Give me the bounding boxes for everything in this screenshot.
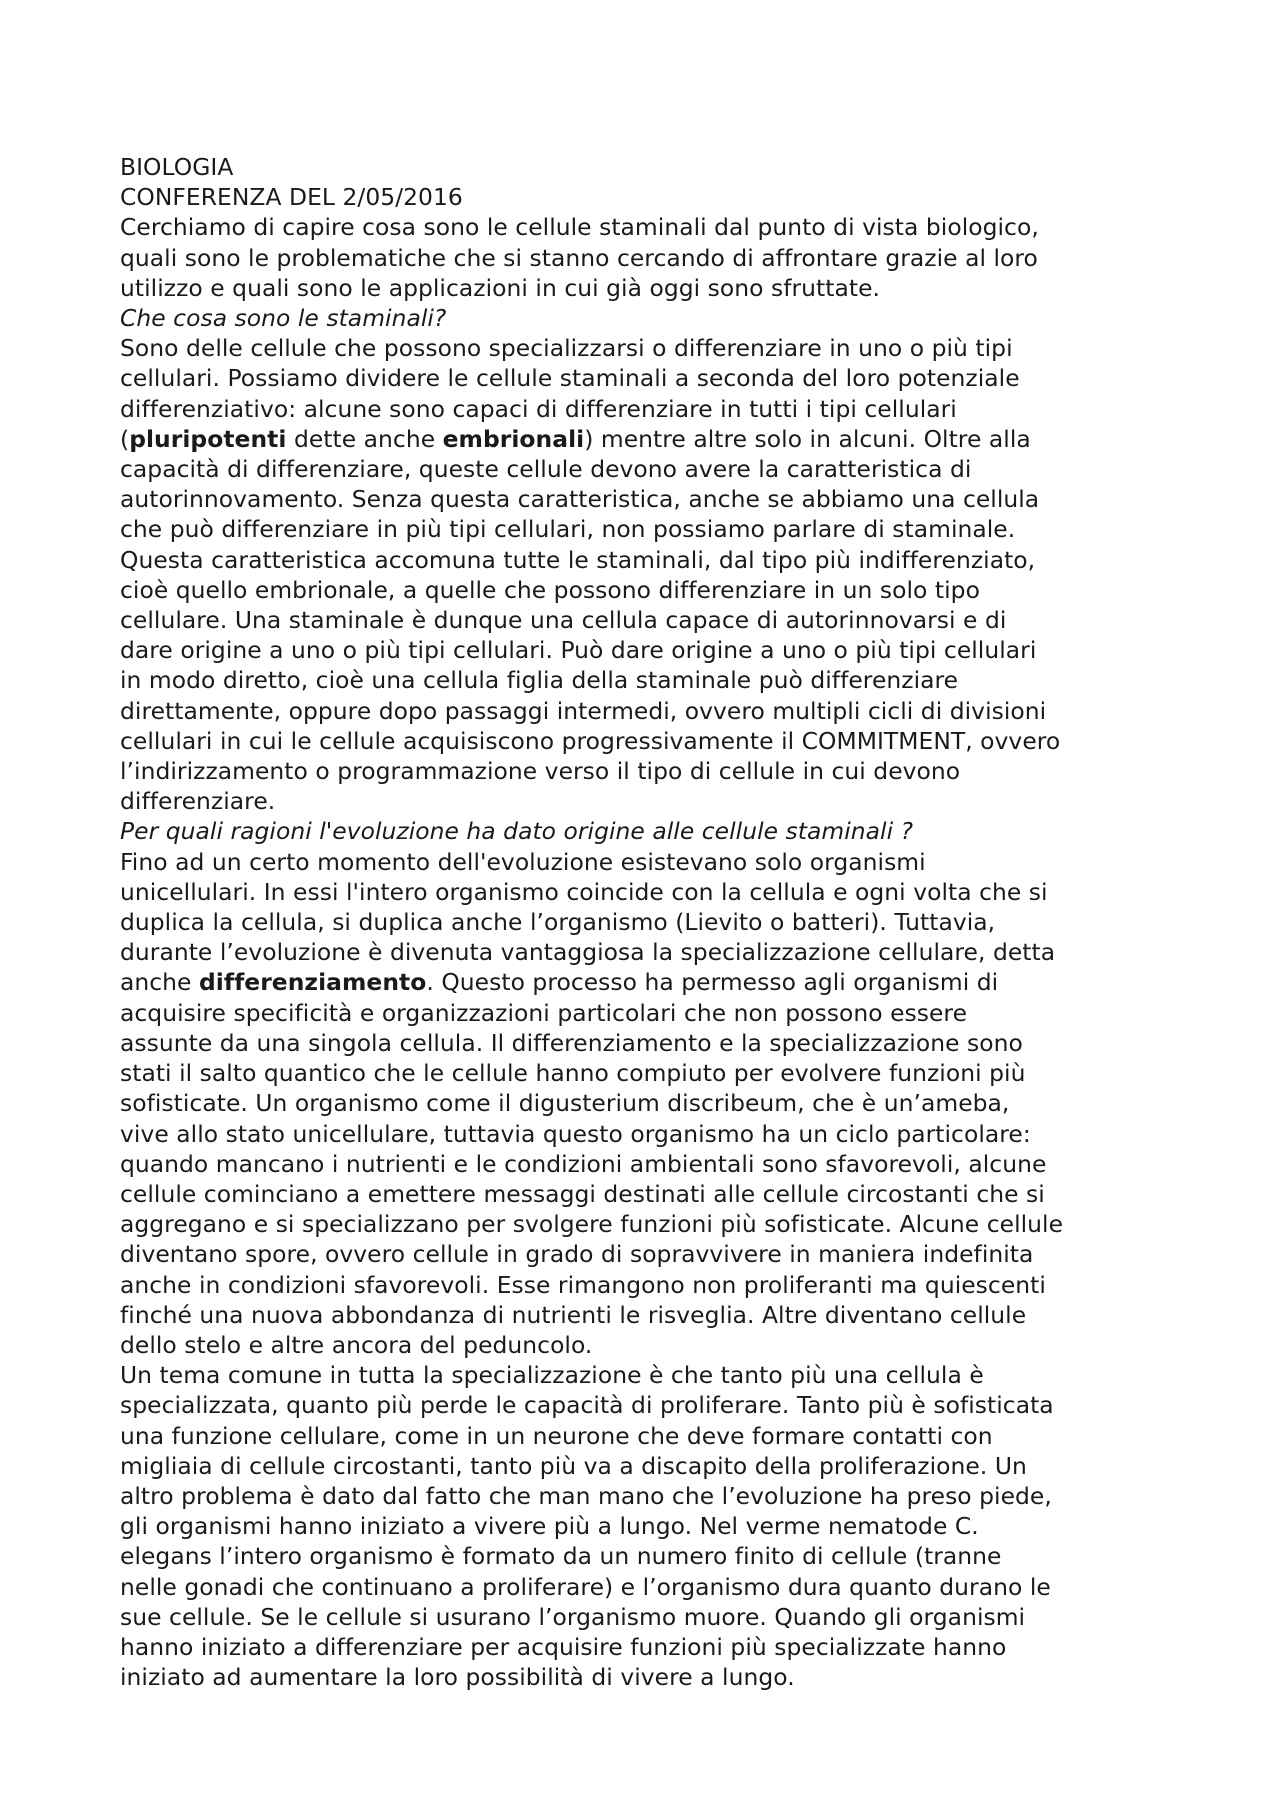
paragraph-line: elegans l’intero organismo è formato da un numero finito di cellule (tranne [120,1542,1002,1571]
answer-line: Questa caratteristica accomuna tutte le staminali, dal tipo più indifferenziato, [120,545,1036,574]
paragraph-line: altro problema è dato dal fatto che man mano che l’evoluzione ha preso piede, [120,1481,1052,1510]
answer-line: Fino ad un certo momento dell'evoluzione esistevano solo organismi [120,847,926,876]
paragraph-line: specializzata, quanto più perde le capacità di proliferare. Tanto più è sofisticata [120,1391,1054,1420]
paragraph-line: hanno iniziato a differenziare per acquisire funzioni più specializzate hanno [120,1632,1007,1661]
answer-line: durante l’evoluzione è divenuta vantaggiosa la specializzazione cellulare, detta [120,938,1056,967]
answer-line: direttamente, oppure dopo passaggi intermedi, ovvero multipli cicli di divisioni [120,696,1047,725]
answer-line: Sono delle cellule che possono specializzarsi o differenziare in uno o più tipi [120,334,1013,363]
paragraph-3 [120,1360,1180,1692]
answer-line: anche in condizioni sfavorevoli. Esse rimangono non proliferanti ma quiescenti [120,1270,1046,1299]
answer-line: autorinnovamento. Senza questa caratteristica, anche se abbiamo una cellula [120,485,1040,514]
answer-line: cellule cominciano a emettere messaggi destinati alle cellule circostanti che si [120,1179,1045,1208]
answer-line: duplica la cellula, si duplica anche l’organismo (Lievito o batteri). Tuttavia, [120,908,996,937]
answer-line: dello stelo e altre ancora del peduncolo. [120,1330,593,1359]
paragraph-line: sue cellule. Se le cellule si usurano l’organismo muore. Quando gli organismi [120,1602,1026,1631]
document-event-title: CONFERENZA DEL 2/05/2016 [120,183,463,212]
document-subject: BIOLOGIA [120,153,234,181]
answer-line: cellulari in cui le cellule acquisiscono progressivamente il COMMITMENT, ovvero [120,726,1061,755]
text-fragment: dette anche [286,424,443,453]
answer-line: finché una nuova abbondanza di nutrienti le risveglia. Altre diventano cellule [120,1300,1027,1329]
answer-line: cellulare. Una staminale è dunque una cellula capace di autorinnovarsi e di [120,606,1007,635]
intro-line: quali sono le problematiche che si stanno cercando di affrontare grazie al loro [120,243,1038,272]
paragraph-line: migliaia di cellule circostanti, tanto più va a discapito della proliferazione. Un [120,1451,1027,1480]
intro-paragraph [120,212,1180,303]
answer-line: differenziativo: alcune sono capaci di differenziare in tutti i tipi cellulari [120,394,957,423]
answer-line [120,424,1180,454]
document-page [120,152,1180,1692]
answer-paragraph-2 [120,847,1180,1360]
paragraph-line: Un tema comune in tutta la specializzazione è che tanto più una cellula è [120,1361,984,1390]
text-fragment: anche [120,968,199,997]
answer-line: acquisire specificità e organizzazioni particolari che non possono essere [120,998,968,1027]
paragraph-line: iniziato ad aumentare la loro possibilità di vivere a lungo. [120,1663,795,1692]
answer-line: differenziare. [120,787,276,816]
text-fragment: ) mentre altre solo in alcuni. Oltre alla [584,424,1031,453]
answer-line: sofisticate. Un organismo come il digusterium discribeum, che è un’ameba, [120,1089,1010,1118]
answer-line: cellulari. Possiamo dividere le cellule staminali a seconda del loro potenziale [120,364,1020,393]
answer-line: capacità di differenziare, queste cellule devono avere la caratteristica di [120,455,972,484]
answer-line: vive allo stato unicellulare, tuttavia questo organismo ha un ciclo particolare: [120,1119,1031,1148]
question-heading-1: Che cosa sono le staminali? [120,304,447,333]
answer-line: l’indirizzamento o programmazione verso il tipo di cellule in cui devono [120,757,961,786]
intro-line: utilizzo e quali sono le applicazioni in cui già oggi sono sfruttate. [120,273,881,302]
question-heading-2: Per quali ragioni l'evoluzione ha dato origine alle cellule staminali ? [120,817,914,846]
answer-paragraph-1 [120,333,1180,816]
text-fragment: ( [120,424,130,453]
answer-line: in modo diretto, cioè una cellula figlia della staminale può differenziare [120,666,959,695]
paragraph-line: nelle gonadi che continuano a proliferare) e l’organismo dura quanto durano le [120,1572,1051,1601]
answer-line: stati il salto quantico che le cellule hanno compiuto per evolvere funzioni più [120,1059,1026,1088]
answer-line: diventano spore, ovvero cellule in grado di sopravvivere in maniera indefinita [120,1240,1034,1269]
answer-line: aggregano e si specializzano per svolgere funzioni più sofisticate. Alcune cellule [120,1210,1064,1239]
answer-line: unicellulari. In essi l'intero organismo coincide con la cellula e ogni volta che si [120,877,1048,906]
answer-line: assunte da una singola cellula. Il differenziamento e la specializzazione sono [120,1028,1023,1057]
paragraph-line: una funzione cellulare, come in un neurone che deve formare contatti con [120,1421,993,1450]
answer-line: cioè quello embrionale, a quelle che possono differenziare in un solo tipo [120,575,980,604]
answer-line: dare origine a uno o più tipi cellulari. Può dare origine a uno o più tipi cellulari [120,636,1037,665]
text-fragment: . Questo processo ha permesso agli organismi di [426,968,999,997]
bold-term-differenziamento: differenziamento [198,968,427,997]
bold-term-embrionali: embrionali [442,424,585,453]
answer-line [120,967,1180,997]
paragraph-line: gli organismi hanno iniziato a vivere più a lungo. Nel verme nematode C. [120,1512,979,1541]
intro-line: Cerchiamo di capire cosa sono le cellule staminali dal punto di vista biologico, [120,213,1039,242]
bold-term-pluripotenti: pluripotenti [129,424,287,453]
answer-line: che può differenziare in più tipi cellulari, non possiamo parlare di staminale. [120,515,1016,544]
answer-line: quando mancano i nutrienti e le condizioni ambientali sono sfavorevoli, alcune [120,1149,1047,1178]
